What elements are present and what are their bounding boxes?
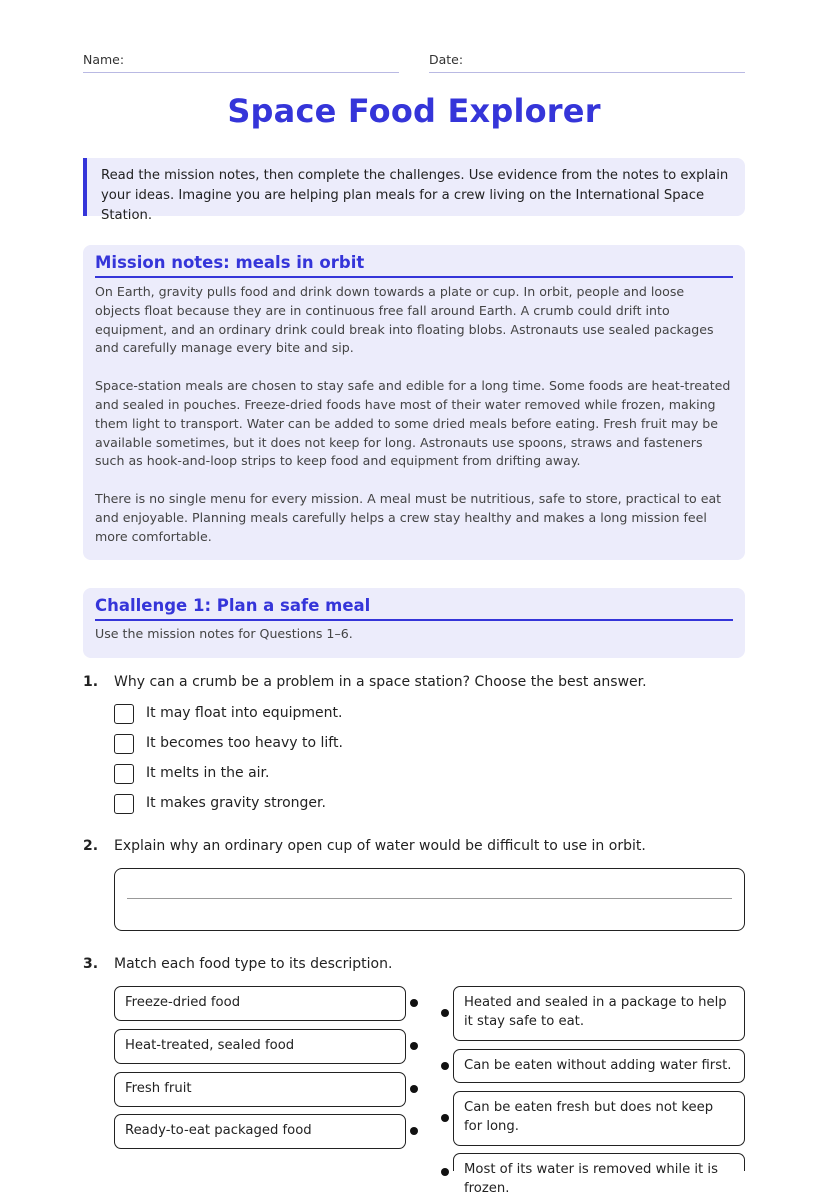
question-number: 1.: [83, 674, 99, 690]
option-label: It may float into equipment.: [146, 705, 343, 721]
match-dot-right[interactable]: [441, 1168, 449, 1176]
match-dot-right[interactable]: [441, 1114, 449, 1122]
name-field[interactable]: [83, 52, 399, 73]
match-dot-right[interactable]: [441, 1009, 449, 1017]
match-left-item[interactable]: Heat-treated, sealed food: [114, 1029, 406, 1064]
match-left-item[interactable]: Freeze-dried food: [114, 986, 406, 1021]
match-dot-right[interactable]: [441, 1062, 449, 1070]
checkbox[interactable]: [114, 794, 134, 814]
match-right-item[interactable]: Can be eaten without adding water first.: [453, 1049, 745, 1083]
match-dot-left[interactable]: [410, 1127, 418, 1135]
match-left-item[interactable]: Fresh fruit: [114, 1072, 406, 1107]
match-dot-left[interactable]: [410, 999, 418, 1007]
question-text: Explain why an ordinary open cup of water would be difficult to use in orbit.: [114, 838, 646, 854]
notes-paragraph: There is no single menu for every mission. A meal must be nutritious, safe to store, practical to eat and enjoyable. Planning meals carefully helps a crew stay healthy and makes a long mission feel more comfortable.: [95, 491, 722, 544]
match-dot-left[interactable]: [410, 1085, 418, 1093]
mission-notes-heading: Mission notes: meals in orbit: [95, 253, 733, 278]
name-date-row: [83, 52, 745, 74]
match-right-item[interactable]: Most of its water is removed while it is frozen.: [453, 1153, 745, 1171]
date-label: Date:: [429, 52, 464, 67]
intro-text: Read the mission notes, then complete the challenges. Use evidence from the notes to explain your ideas. Imagine you are helping plan meals for a crew living on the International Space Station.: [101, 168, 729, 223]
mission-notes-panel: [83, 245, 745, 560]
date-field[interactable]: [429, 52, 745, 73]
checkbox[interactable]: [114, 764, 134, 784]
question-text: Match each food type to its description.: [114, 956, 393, 972]
match-right-item[interactable]: Can be eaten fresh but does not keep for long.: [453, 1091, 745, 1146]
question-number: 3.: [83, 956, 99, 972]
challenge-1-subtitle: Use the mission notes for Questions 1–6.: [95, 626, 353, 641]
name-label: Name:: [83, 52, 125, 67]
match-left-item[interactable]: Ready-to-eat packaged food: [114, 1114, 406, 1149]
notes-paragraph: Space-station meals are chosen to stay safe and edible for a long time. Some foods are heat-treated and sealed in pouches. Freeze-dried foods have most of their water removed while frozen, making them light to transport. Water can be added to some dried meals before eating. Fresh fruit may be available sometimes, but it does not keep for long. Astronauts use spoons, straws and fasteners such as hook-and-loop strips to keep food and equipment from drifting away.: [95, 378, 731, 469]
answer-line: [127, 898, 732, 899]
intro-callout: [83, 158, 745, 223]
challenge-1-panel: [83, 588, 745, 658]
option-label: It melts in the air.: [146, 765, 270, 781]
question-number: 2.: [83, 838, 99, 854]
challenge-1-heading: Challenge 1: Plan a safe meal: [95, 596, 733, 621]
match-dot-left[interactable]: [410, 1042, 418, 1050]
checkbox[interactable]: [114, 734, 134, 754]
checkbox[interactable]: [114, 704, 134, 724]
option-label: It becomes too heavy to lift.: [146, 735, 343, 751]
match-right-item[interactable]: Heated and sealed in a package to help it stay safe to eat.: [453, 986, 745, 1041]
page-title: Space Food Explorer: [227, 92, 601, 130]
question-text: Why can a crumb be a problem in a space station? Choose the best answer.: [114, 674, 647, 690]
answer-box[interactable]: [114, 868, 745, 931]
notes-paragraph: On Earth, gravity pulls food and drink down towards a plate or cup. In orbit, people and loose objects float because they are in continuous free fall around Earth. A crumb could drift into equipment, and an ordinary drink could break into floating blobs. Astronauts use sealed packages and carefully manage every bite and sip.: [95, 284, 714, 356]
option-label: It makes gravity stronger.: [146, 795, 326, 811]
